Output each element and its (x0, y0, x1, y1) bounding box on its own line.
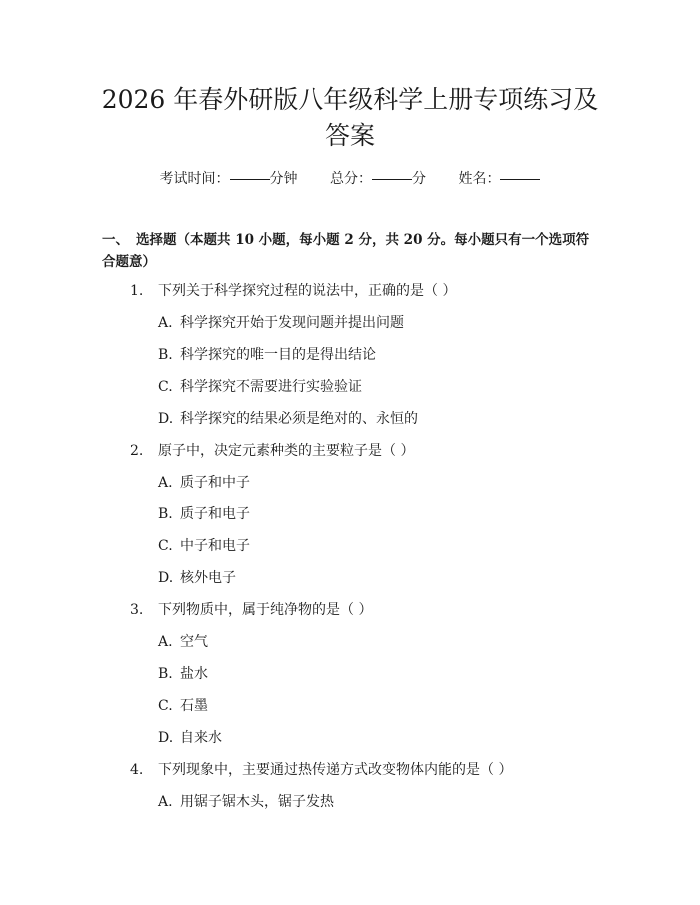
title-line-1: 2026 年春外研版八年级科学上册专项练习及 (101, 85, 599, 114)
question-number: 2. (130, 443, 144, 459)
option-letter: C. (158, 379, 173, 395)
option-text: 核外电子 (180, 570, 236, 586)
option-2c (158, 537, 250, 555)
option-1d (158, 410, 418, 428)
score-field (330, 171, 426, 187)
option-text: 中子和电子 (180, 538, 250, 554)
option-4a (158, 793, 334, 811)
question-4 (130, 761, 512, 779)
option-text: 科学探究不需要进行实验验证 (180, 379, 362, 395)
option-3a (158, 633, 208, 651)
option-letter: D. (158, 570, 174, 586)
option-letter: C. (158, 538, 173, 554)
option-1a (158, 314, 404, 332)
option-1c (158, 378, 362, 396)
question-number: 3. (130, 602, 144, 618)
option-text: 科学探究的唯一目的是得出结论 (180, 347, 376, 363)
question-2 (130, 442, 414, 460)
question-text: 下列关于科学探究过程的说法中，正确的是（ ） (158, 283, 457, 299)
option-letter: D. (158, 730, 174, 746)
option-letter: A. (158, 475, 173, 491)
option-letter: B. (158, 347, 173, 363)
option-letter: B. (158, 506, 173, 522)
option-3c (158, 697, 208, 715)
option-text: 空气 (180, 634, 208, 650)
question-text: 下列物质中，属于纯净物的是（ ） (158, 602, 373, 618)
option-text: 科学探究开始于发现问题并提出问题 (180, 315, 404, 331)
option-letter: A. (158, 315, 173, 331)
exam-info (0, 170, 700, 188)
question-1 (130, 282, 456, 300)
option-text: 质子和电子 (180, 506, 250, 522)
name-blank (500, 179, 540, 180)
option-2b (158, 505, 250, 523)
option-text: 质子和中子 (180, 475, 250, 491)
question-text: 原子中，决定元素种类的主要粒子是（ ） (158, 443, 415, 459)
score-blank (372, 179, 412, 180)
option-2a (158, 474, 250, 492)
section-text: 选择题（本题共 10 小题，每小题 2 分，共 20 分。每小题只有一个选项符合题意） (102, 232, 590, 270)
document-title (70, 82, 630, 154)
score-label: 总分： (330, 171, 372, 187)
option-letter: B. (158, 666, 173, 682)
title-line-2: 答案 (324, 121, 375, 150)
name-label: 姓名： (458, 171, 501, 187)
question-text: 下列现象中，主要通过热传递方式改变物体内能的是（ ） (158, 762, 513, 778)
option-text: 自来水 (180, 730, 222, 746)
option-letter: D. (158, 411, 174, 427)
time-field (160, 171, 298, 187)
option-text: 盐水 (180, 666, 208, 682)
option-letter: A. (158, 634, 173, 650)
question-3 (130, 601, 372, 619)
option-letter: C. (158, 698, 173, 714)
option-letter: A. (158, 794, 173, 810)
option-2d (158, 569, 236, 587)
name-field (458, 171, 540, 187)
section-number: 一、 (102, 232, 129, 248)
option-3b (158, 665, 208, 683)
question-number: 4. (130, 762, 144, 778)
option-3d (158, 729, 222, 747)
option-1b (158, 346, 376, 364)
time-unit: 分钟 (269, 171, 298, 187)
time-blank (230, 179, 270, 180)
option-text: 用锯子锯木头，锯子发热 (180, 794, 334, 810)
section-heading (102, 229, 602, 273)
option-text: 石墨 (180, 698, 208, 714)
question-number: 1. (130, 283, 144, 299)
score-unit: 分 (412, 171, 426, 187)
time-label: 考试时间： (159, 171, 230, 187)
option-text: 科学探究的结果必须是绝对的、永恒的 (180, 411, 418, 427)
